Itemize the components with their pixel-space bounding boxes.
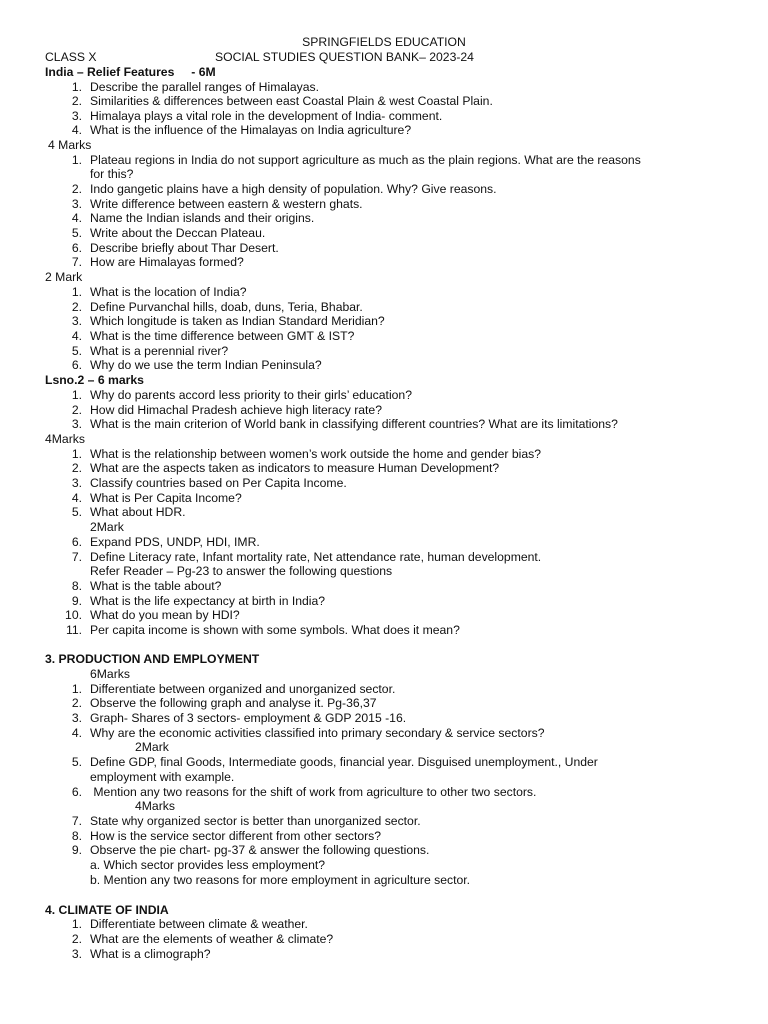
item-number: 6. xyxy=(71,535,82,549)
class-label: CLASS X xyxy=(45,50,97,64)
question-text: Per capita income is shown with some symbols. What does it mean? xyxy=(90,623,460,637)
question-text: What is the table about? xyxy=(90,579,222,593)
item-number: 4. xyxy=(71,123,82,137)
question-text: What is the life expectancy at birth in India? xyxy=(90,594,326,608)
marks-label: employment with example. xyxy=(90,770,235,784)
marks-label: 4 Marks xyxy=(48,138,92,152)
item-number: 7. xyxy=(71,550,82,564)
marks-label: 4Marks xyxy=(45,432,85,446)
marks-label: 2Mark xyxy=(90,520,124,534)
question-text: Define GDP, final Goods, Intermediate goods, financial year. Disguised unemployment., Under xyxy=(90,755,598,769)
section-heading: India – Relief Features - 6M xyxy=(45,65,216,79)
item-number: 1. xyxy=(71,388,82,402)
item-number: 1. xyxy=(71,682,82,696)
question-text: How did Himachal Pradesh achieve high literacy rate? xyxy=(90,403,382,417)
question-text: Observe the pie chart- pg-37 & answer the following questions. xyxy=(90,843,430,857)
item-number: 2. xyxy=(71,932,82,946)
question-text: Define Purvanchal hills, doab, duns, Teria, Bhabar. xyxy=(90,300,363,314)
question-text: What about HDR. xyxy=(90,505,186,519)
question-text: What is a perennial river? xyxy=(90,344,229,358)
question-text: Himalaya plays a vital role in the development of India- comment. xyxy=(90,109,443,123)
item-number: 1. xyxy=(71,153,82,167)
item-number: 5. xyxy=(71,755,82,769)
question-text: Differentiate between climate & weather. xyxy=(90,917,308,931)
item-number: 4. xyxy=(71,211,82,225)
question-text: State why organized sector is better than unorganized sector. xyxy=(90,814,421,828)
item-number: 2. xyxy=(71,94,82,108)
question-text: Graph- Shares of 3 sectors- employment & GDP 2015 -16. xyxy=(90,711,407,725)
question-text: Why do we use the term Indian Peninsula? xyxy=(90,358,322,372)
item-number: 3. xyxy=(71,197,82,211)
item-number: 3. xyxy=(71,947,82,961)
question-text: Indo gangetic plains have a high density of population. Why? Give reasons. xyxy=(90,182,497,196)
item-number: 7. xyxy=(71,255,82,269)
item-number: 3. xyxy=(71,417,82,431)
item-number: 6. xyxy=(71,358,82,372)
question-text: What is a climograph? xyxy=(90,947,211,961)
item-number: 7. xyxy=(71,814,82,828)
item-number: 9. xyxy=(71,594,82,608)
question-text: What is the location of India? xyxy=(90,285,247,299)
item-number: 2. xyxy=(71,182,82,196)
question-text: What are the elements of weather & climate? xyxy=(90,932,334,946)
subject-heading: SOCIAL STUDIES QUESTION BANK– 2023-24 xyxy=(215,50,474,64)
marks-label: a. Which sector provides less employment? xyxy=(90,858,326,872)
question-text: Describe the parallel ranges of Himalayas. xyxy=(90,80,319,94)
question-text: How is the service sector different from other sectors? xyxy=(90,829,382,843)
question-text: Which longitude is taken as Indian Standard Meridian? xyxy=(90,314,385,328)
item-number: 1. xyxy=(71,447,82,461)
question-text: Write about the Deccan Plateau. xyxy=(90,226,266,240)
question-text: What do you mean by HDI? xyxy=(90,608,240,622)
item-number: 4. xyxy=(71,491,82,505)
question-text: Plateau regions in India do not support agriculture as much as the plain regions. What are the reasons xyxy=(90,153,641,167)
item-number: 8. xyxy=(71,829,82,843)
item-number: 3. xyxy=(71,476,82,490)
item-number: 1. xyxy=(71,80,82,94)
question-text: Expand PDS, UNDP, HDI, IMR. xyxy=(90,535,260,549)
question-text: Define Literacy rate, Infant mortality rate, Net attendance rate, human development. xyxy=(90,550,542,564)
question-text: What is the relationship between women’s work outside the home and gender bias? xyxy=(90,447,541,461)
item-number: 8. xyxy=(71,579,82,593)
question-text: What are the aspects taken as indicators to measure Human Development? xyxy=(90,461,500,475)
question-text: What is the time difference between GMT & IST? xyxy=(90,329,355,343)
item-number: 4. xyxy=(71,726,82,740)
marks-label: 2 Mark xyxy=(45,270,83,284)
marks-label: 4Marks xyxy=(135,799,175,813)
question-text: Similarities & differences between east Coastal Plain & west Coastal Plain. xyxy=(90,94,493,108)
question-text: Differentiate between organized and unorganized sector. xyxy=(90,682,396,696)
item-number: 3. xyxy=(71,109,82,123)
item-number: 1. xyxy=(71,917,82,931)
item-number: 4. xyxy=(71,329,82,343)
item-number: 3. xyxy=(71,314,82,328)
question-text: Write difference between eastern & western ghats. xyxy=(90,197,363,211)
question-text: Mention any two reasons for the shift of work from agriculture to other two sectors. xyxy=(90,785,537,799)
item-number: 2. xyxy=(71,403,82,417)
item-number: 9. xyxy=(71,843,82,857)
marks-label: for this? xyxy=(90,167,134,181)
item-number: 6. xyxy=(71,241,82,255)
item-number: 3. xyxy=(71,711,82,725)
question-text: How are Himalayas formed? xyxy=(90,255,244,269)
item-number: 2. xyxy=(71,696,82,710)
item-number: 5. xyxy=(71,344,82,358)
section-heading: 3. PRODUCTION AND EMPLOYMENT xyxy=(45,652,260,666)
question-text: Why do parents accord less priority to their girls’ education? xyxy=(90,388,412,402)
item-number: 10. xyxy=(65,608,82,622)
question-text: What is the influence of the Himalayas on India agriculture? xyxy=(90,123,412,137)
item-number: 1. xyxy=(71,285,82,299)
question-text: Describe briefly about Thar Desert. xyxy=(90,241,279,255)
question-text: Observe the following graph and analyse it. Pg-36,37 xyxy=(90,696,377,710)
question-text: What is Per Capita Income? xyxy=(90,491,242,505)
item-number: 2. xyxy=(71,461,82,475)
section-heading: Lsno.2 – 6 marks xyxy=(45,373,144,387)
marks-label: 2Mark xyxy=(135,740,169,754)
marks-label: b. Mention any two reasons for more employment in agriculture sector. xyxy=(90,873,471,887)
question-text: Classify countries based on Per Capita Income. xyxy=(90,476,347,490)
item-number: 2. xyxy=(71,300,82,314)
item-number: 5. xyxy=(71,505,82,519)
school-name: SPRINGFIELDS EDUCATION xyxy=(302,35,466,49)
question-text: Why are the economic activities classified into primary secondary & service sectors? xyxy=(90,726,545,740)
question-text: What is the main criterion of World bank in classifying different countries? What are its limitations? xyxy=(90,417,618,431)
item-number: 5. xyxy=(71,226,82,240)
item-number: 6. xyxy=(71,785,82,799)
marks-label: 6Marks xyxy=(90,667,130,681)
item-number: 11. xyxy=(65,623,82,637)
section-heading: 4. CLIMATE OF INDIA xyxy=(45,903,169,917)
question-text: Name the Indian islands and their origins. xyxy=(90,211,315,225)
marks-label: Refer Reader – Pg-23 to answer the following questions xyxy=(90,564,393,578)
